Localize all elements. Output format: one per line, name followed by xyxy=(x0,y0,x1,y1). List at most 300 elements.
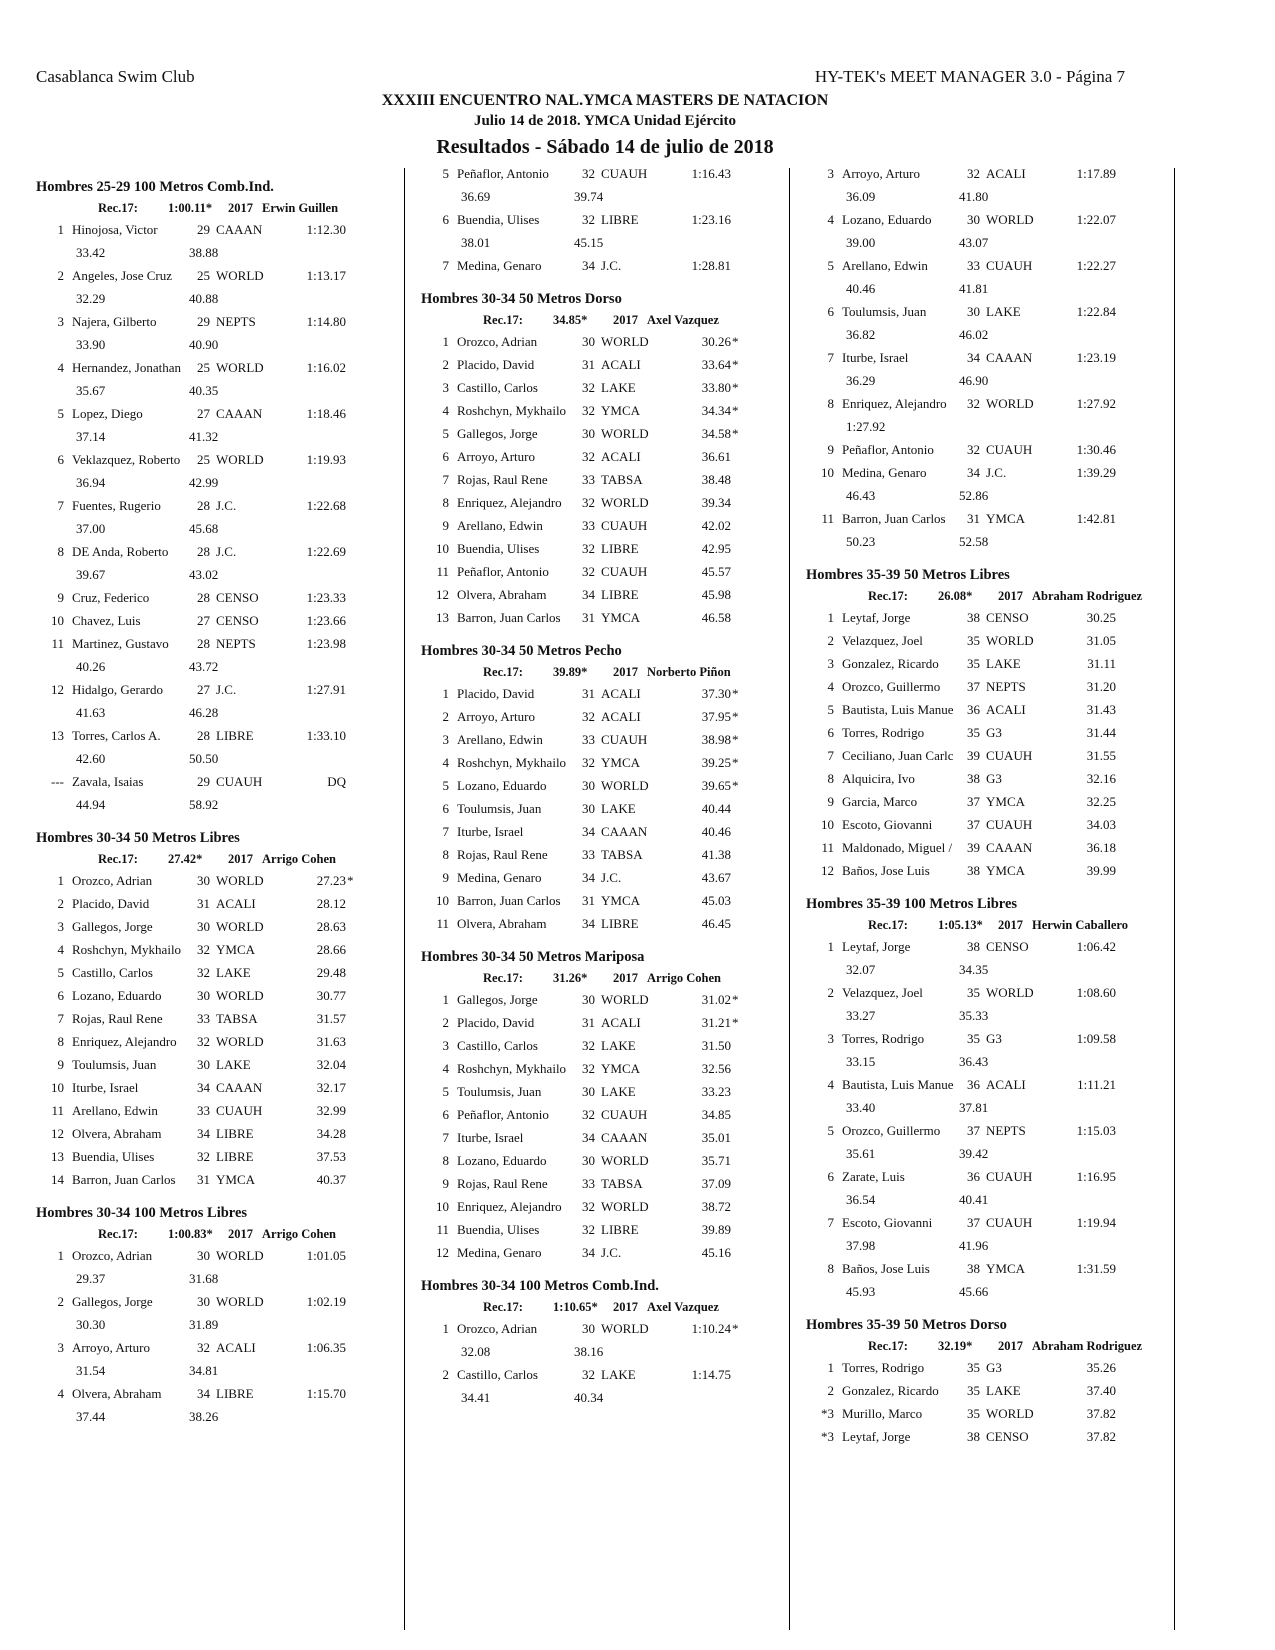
result-row xyxy=(806,981,1174,1004)
split-time: 29.37 xyxy=(76,1271,106,1286)
result-row xyxy=(806,698,1174,721)
result-row xyxy=(421,705,789,728)
record-year: 2017 xyxy=(228,852,253,866)
swimmer-name: Garcia, Marco xyxy=(842,794,918,809)
swimmer-name: Castillo, Carlos xyxy=(457,380,538,395)
team-code: LIBRE xyxy=(601,587,639,602)
split-time: 40.26 xyxy=(76,659,106,674)
result-row xyxy=(36,961,404,984)
result-row xyxy=(421,468,789,491)
result-row xyxy=(421,728,789,751)
record-mark: * xyxy=(732,1015,739,1030)
result-row xyxy=(421,606,789,629)
swimmer-age: 30 xyxy=(197,1248,210,1263)
final-time: 35.01 xyxy=(701,1130,731,1145)
split-time: 41.32 xyxy=(189,429,219,444)
team-code: WORLD xyxy=(601,992,649,1007)
swimmer-name: Castillo, Carlos xyxy=(457,1367,538,1382)
split-time: 40.34 xyxy=(574,1390,604,1405)
split-row xyxy=(36,1313,404,1336)
swimmer-name: Chavez, Luis xyxy=(72,613,141,628)
result-row xyxy=(421,254,789,277)
team-code: G3 xyxy=(986,1031,1002,1046)
team-code: CAAAN xyxy=(601,824,648,839)
team-code: LIBRE xyxy=(601,541,639,556)
team-code: WORLD xyxy=(601,778,649,793)
team-code: CAAAN xyxy=(216,222,263,237)
result-row xyxy=(421,1149,789,1172)
result-place: 2 xyxy=(442,1367,449,1382)
team-code: CUAUH xyxy=(601,1107,648,1122)
swimmer-age: 28 xyxy=(197,590,210,605)
team-code: YMCA xyxy=(601,755,641,770)
result-row xyxy=(806,1425,1174,1448)
swimmer-age: 30 xyxy=(582,992,595,1007)
swimmer-age: 30 xyxy=(582,1321,595,1336)
team-code: WORLD xyxy=(986,212,1034,227)
final-time: 27.23 xyxy=(316,873,346,888)
team-code: CAAAN xyxy=(986,840,1033,855)
swimmer-age: 34 xyxy=(197,1080,210,1095)
result-place: 1 xyxy=(442,686,449,701)
team-code: WORLD xyxy=(216,873,264,888)
swimmer-name: Medina, Genaro xyxy=(457,258,542,273)
result-place: 6 xyxy=(442,1107,449,1122)
swimmer-name: Toulumsis, Juan xyxy=(842,304,927,319)
swimmer-age: 35 xyxy=(967,985,980,1000)
result-place: 1 xyxy=(827,610,834,625)
result-place: *3 xyxy=(821,1406,834,1421)
swimmer-age: 34 xyxy=(582,1130,595,1145)
team-code: J.C. xyxy=(216,544,237,559)
result-place: 6 xyxy=(57,988,64,1003)
result-place: 5 xyxy=(827,702,834,717)
meet-date-venue: Julio 14 de 2018. YMCA Unidad Ejército xyxy=(473,113,737,129)
swimmer-name: Baños, Jose Luis xyxy=(842,863,930,878)
swimmer-name: DE Anda, Roberto xyxy=(72,544,169,559)
result-row xyxy=(806,652,1174,675)
event-record xyxy=(806,1336,1174,1356)
swimmer-name: Gallegos, Jorge xyxy=(457,992,538,1007)
final-time: 37.95 xyxy=(701,709,731,724)
result-row xyxy=(421,1034,789,1057)
team-code: LIBRE xyxy=(601,916,639,931)
result-place: 10 xyxy=(51,1080,64,1095)
swimmer-name: Gallegos, Jorge xyxy=(457,426,538,441)
split-row xyxy=(806,1280,1174,1303)
split-time: 31.89 xyxy=(189,1317,219,1332)
team-code: ACALI xyxy=(986,702,1026,717)
event-block xyxy=(421,1276,789,1409)
result-row xyxy=(806,208,1174,231)
swimmer-age: 25 xyxy=(197,360,210,375)
result-row xyxy=(421,1126,789,1149)
swimmer-name: Torres, Rodrigo xyxy=(842,725,925,740)
team-code: LAKE xyxy=(601,1084,636,1099)
event-block xyxy=(421,289,789,629)
result-place: 7 xyxy=(442,258,449,273)
result-row xyxy=(36,1244,404,1267)
split-time: 40.41 xyxy=(959,1192,989,1207)
team-code: ACALI xyxy=(601,709,641,724)
swimmer-age: 32 xyxy=(582,1038,595,1053)
result-place: 7 xyxy=(442,824,449,839)
record-time: 1:00.83* xyxy=(168,1227,213,1241)
result-place: 12 xyxy=(436,1245,449,1260)
result-place: 12 xyxy=(436,587,449,602)
result-place: 5 xyxy=(442,1084,449,1099)
swimmer-age: 29 xyxy=(197,774,210,789)
record-year: 2017 xyxy=(613,971,638,985)
final-time: 1:30.46 xyxy=(1076,442,1116,457)
meet-title: XXXIII ENCUENTRO NAL.YMCA MASTERS DE NATACION xyxy=(381,92,829,109)
split-time: 31.68 xyxy=(189,1271,219,1286)
swimmer-age: 32 xyxy=(582,495,595,510)
final-time: 28.12 xyxy=(316,896,346,911)
result-place: 11 xyxy=(436,916,449,931)
event-block xyxy=(421,162,789,277)
split-time: 40.35 xyxy=(189,383,219,398)
split-row xyxy=(806,1050,1174,1073)
team-code: CUAUH xyxy=(986,1169,1033,1184)
team-code: WORLD xyxy=(216,1034,264,1049)
results-column-3 xyxy=(806,162,1174,1448)
result-row xyxy=(806,254,1174,277)
swimmer-name: Arroyo, Arturo xyxy=(72,1340,150,1355)
result-row xyxy=(36,915,404,938)
team-code: J.C. xyxy=(986,465,1007,480)
split-time: 34.41 xyxy=(461,1390,491,1405)
result-place: 11 xyxy=(436,1222,449,1237)
result-row xyxy=(421,866,789,889)
swimmer-age: 30 xyxy=(197,873,210,888)
split-row xyxy=(806,1142,1174,1165)
result-place: 12 xyxy=(51,1126,64,1141)
result-place: 1 xyxy=(57,1248,64,1263)
swimmer-name: Orozco, Adrian xyxy=(72,873,153,888)
team-code: CUAUH xyxy=(601,166,648,181)
swimmer-age: 38 xyxy=(967,863,980,878)
split-time: 50.50 xyxy=(189,751,219,766)
team-code: LAKE xyxy=(986,304,1021,319)
split-time: 36.94 xyxy=(76,475,106,490)
result-place: 7 xyxy=(827,748,834,763)
split-time: 37.98 xyxy=(846,1238,876,1253)
event-block xyxy=(421,947,789,1264)
result-place: 9 xyxy=(827,442,834,457)
swimmer-name: Enriquez, Alejandro xyxy=(457,495,562,510)
swimmer-name: Najera, Gilberto xyxy=(72,314,157,329)
record-year: 2017 xyxy=(613,665,638,679)
split-time: 39.74 xyxy=(574,189,604,204)
result-row xyxy=(421,399,789,422)
result-place: 3 xyxy=(442,732,449,747)
swimmer-name: Arellano, Edwin xyxy=(842,258,928,273)
result-place: 1 xyxy=(57,222,64,237)
record-year: 2017 xyxy=(228,1227,253,1241)
final-time: 35.26 xyxy=(1086,1360,1116,1375)
event-title: Hombres 35-39 50 Metros Libres xyxy=(806,567,1010,583)
final-time: 35.71 xyxy=(701,1153,731,1168)
record-mark: * xyxy=(732,709,739,724)
event-record xyxy=(806,586,1174,606)
record-mark: * xyxy=(732,403,739,418)
column-divider xyxy=(404,168,405,1630)
swimmer-age: 32 xyxy=(582,449,595,464)
swimmer-age: 38 xyxy=(967,1261,980,1276)
result-row xyxy=(806,1073,1174,1096)
team-code: J.C. xyxy=(216,498,237,513)
record-holder: Herwin Caballero xyxy=(1032,918,1128,932)
result-row xyxy=(806,790,1174,813)
split-time: 36.09 xyxy=(846,189,876,204)
result-place: 1 xyxy=(827,939,834,954)
team-code: YMCA xyxy=(216,942,256,957)
split-time: 38.16 xyxy=(574,1344,604,1359)
swimmer-age: 34 xyxy=(582,916,595,931)
record-holder: Abraham Rodriguez xyxy=(1032,1339,1143,1353)
team-code: CENSO xyxy=(216,613,259,628)
swimmer-age: 38 xyxy=(967,610,980,625)
result-place: 10 xyxy=(436,1199,449,1214)
final-time: 1:06.35 xyxy=(306,1340,346,1355)
result-row xyxy=(421,1103,789,1126)
team-code: WORLD xyxy=(216,360,264,375)
event-record xyxy=(36,198,404,218)
record-year: 2017 xyxy=(613,1300,638,1314)
split-time: 45.66 xyxy=(959,1284,989,1299)
final-time: 32.99 xyxy=(316,1103,346,1118)
swimmer-name: Lozano, Eduardo xyxy=(457,1153,547,1168)
result-row xyxy=(806,606,1174,629)
result-row xyxy=(36,448,404,471)
swimmer-name: Baños, Jose Luis xyxy=(842,1261,930,1276)
result-row xyxy=(421,1057,789,1080)
team-code: CUAUH xyxy=(986,817,1033,832)
swimmer-age: 35 xyxy=(967,1406,980,1421)
record-time: 1:05.13* xyxy=(938,918,983,932)
final-time: 32.04 xyxy=(316,1057,346,1072)
result-row xyxy=(806,675,1174,698)
final-time: 31.63 xyxy=(316,1034,346,1049)
event-block xyxy=(36,177,404,816)
split-time: 31.54 xyxy=(76,1363,106,1378)
swimmer-name: Arellano, Edwin xyxy=(457,732,543,747)
swimmer-age: 27 xyxy=(197,613,210,628)
result-row xyxy=(421,751,789,774)
final-time: 1:23.98 xyxy=(306,636,346,651)
split-time: 52.58 xyxy=(959,534,989,549)
record-year: 2017 xyxy=(998,918,1023,932)
team-code: CAAAN xyxy=(986,350,1033,365)
result-row xyxy=(421,353,789,376)
result-place: 2 xyxy=(57,1294,64,1309)
event-title: Hombres 30-34 50 Metros Dorso xyxy=(421,291,622,307)
result-place: 4 xyxy=(442,1061,449,1076)
split-time: 34.35 xyxy=(959,962,989,977)
split-time: 33.40 xyxy=(846,1100,876,1115)
team-code: ACALI xyxy=(986,166,1026,181)
swimmer-name: Veklazquez, Roberto xyxy=(72,452,181,467)
split-row xyxy=(421,1386,789,1409)
result-place: --- xyxy=(51,774,64,789)
record-year: 2017 xyxy=(998,1339,1023,1353)
result-row xyxy=(806,1165,1174,1188)
swimmer-name: Orozco, Adrian xyxy=(457,334,538,349)
final-time: 41.38 xyxy=(701,847,731,862)
split-time: 46.90 xyxy=(959,373,989,388)
event-record xyxy=(421,968,789,988)
result-place: 6 xyxy=(827,725,834,740)
result-row xyxy=(806,300,1174,323)
final-time: 1:27.91 xyxy=(306,682,346,697)
team-code: CUAUH xyxy=(216,774,263,789)
final-time: 31.44 xyxy=(1086,725,1116,740)
final-time: 1:19.94 xyxy=(1076,1215,1116,1230)
split-row xyxy=(36,287,404,310)
swimmer-age: 30 xyxy=(967,304,980,319)
record-label: Rec.17: xyxy=(868,589,908,603)
team-code: YMCA xyxy=(601,1061,641,1076)
result-row xyxy=(421,1080,789,1103)
team-code: ACALI xyxy=(601,686,641,701)
final-time: 1:10.24 xyxy=(691,1321,731,1336)
swimmer-age: 28 xyxy=(197,544,210,559)
result-row xyxy=(421,1172,789,1195)
split-row xyxy=(806,323,1174,346)
result-place: 4 xyxy=(827,1077,834,1092)
team-code: J.C. xyxy=(601,258,622,273)
record-holder: Arrigo Cohen xyxy=(262,852,336,866)
final-time: 28.66 xyxy=(316,942,346,957)
split-time: 45.68 xyxy=(189,521,219,536)
swimmer-age: 32 xyxy=(582,1061,595,1076)
result-place: 7 xyxy=(57,1011,64,1026)
final-time: 37.30 xyxy=(701,686,731,701)
swimmer-name: Maldonado, Miguel / xyxy=(842,840,953,855)
split-row xyxy=(806,231,1174,254)
result-place: 5 xyxy=(827,1123,834,1138)
swimmer-name: Castillo, Carlos xyxy=(72,965,153,980)
swimmer-name: Bautista, Luis Manue xyxy=(842,1077,954,1092)
team-code: WORLD xyxy=(986,633,1034,648)
result-place: 3 xyxy=(442,380,449,395)
result-place: *3 xyxy=(821,1429,834,1444)
swimmer-name: Castillo, Carlos xyxy=(457,1038,538,1053)
final-time: 31.11 xyxy=(1087,656,1116,671)
team-code: CUAUH xyxy=(601,732,648,747)
result-row xyxy=(806,721,1174,744)
swimmer-age: 32 xyxy=(582,1222,595,1237)
team-code: ACALI xyxy=(601,357,641,372)
result-row xyxy=(36,678,404,701)
final-time: 1:14.80 xyxy=(306,314,346,329)
swimmer-name: Buendia, Ulises xyxy=(457,212,540,227)
team-code: WORLD xyxy=(216,268,264,283)
swimmer-age: 34 xyxy=(197,1126,210,1141)
final-time: 1:23.19 xyxy=(1076,350,1116,365)
result-row xyxy=(421,843,789,866)
result-row xyxy=(36,1168,404,1191)
split-row xyxy=(36,1359,404,1382)
team-code: LAKE xyxy=(216,965,251,980)
result-row xyxy=(806,438,1174,461)
swimmer-age: 37 xyxy=(967,1123,980,1138)
result-row xyxy=(421,330,789,353)
swimmer-age: 30 xyxy=(582,1153,595,1168)
team-code: ACALI xyxy=(216,1340,256,1355)
result-place: 2 xyxy=(442,709,449,724)
final-time: 30.77 xyxy=(316,988,346,1003)
swimmer-name: Arellano, Edwin xyxy=(72,1103,158,1118)
team-code: CUAUH xyxy=(986,258,1033,273)
split-row xyxy=(806,415,1174,438)
split-time: 46.43 xyxy=(846,488,876,503)
result-place: 11 xyxy=(51,636,64,651)
record-year: 2017 xyxy=(228,201,253,215)
swimmer-name: Gallegos, Jorge xyxy=(72,1294,153,1309)
team-code: CENSO xyxy=(986,610,1029,625)
result-row xyxy=(421,208,789,231)
event-block xyxy=(806,162,1174,553)
record-label: Rec.17: xyxy=(868,918,908,932)
swimmer-age: 32 xyxy=(967,442,980,457)
result-row xyxy=(36,1030,404,1053)
final-time: 34.28 xyxy=(316,1126,346,1141)
results-column-2 xyxy=(421,162,789,1409)
split-row xyxy=(36,1267,404,1290)
record-time: 26.08* xyxy=(938,589,973,603)
split-time: 41.80 xyxy=(959,189,989,204)
split-time: 39.00 xyxy=(846,235,876,250)
split-time: 46.02 xyxy=(959,327,989,342)
team-code: YMCA xyxy=(986,863,1026,878)
record-year: 2017 xyxy=(613,313,638,327)
result-place: 10 xyxy=(51,613,64,628)
swimmer-age: 32 xyxy=(582,1367,595,1382)
split-time: 33.90 xyxy=(76,337,106,352)
team-code: CENSO xyxy=(216,590,259,605)
result-place: 5 xyxy=(57,406,64,421)
result-place: 9 xyxy=(827,794,834,809)
swimmer-age: 30 xyxy=(582,778,595,793)
record-mark: * xyxy=(732,992,739,1007)
split-time: 41.63 xyxy=(76,705,106,720)
event-record xyxy=(421,662,789,682)
result-place: 9 xyxy=(57,590,64,605)
split-time: 50.23 xyxy=(846,534,876,549)
result-row xyxy=(421,774,789,797)
swimmer-name: Olvera, Abraham xyxy=(457,587,547,602)
swimmer-age: 30 xyxy=(197,1057,210,1072)
result-row xyxy=(36,1336,404,1359)
result-row xyxy=(421,988,789,1011)
team-code: NEPTS xyxy=(986,1123,1026,1138)
record-mark: * xyxy=(732,755,739,770)
swimmer-name: Roshchyn, Mykhailo xyxy=(457,755,567,770)
swimmer-name: Barron, Juan Carlos xyxy=(842,511,946,526)
final-time: 1:06.42 xyxy=(1076,939,1116,954)
result-place: 2 xyxy=(827,1383,834,1398)
swimmer-name: Barron, Juan Carlos xyxy=(457,610,561,625)
record-mark: * xyxy=(732,334,739,349)
final-time: 37.40 xyxy=(1086,1383,1116,1398)
result-place: 12 xyxy=(821,863,834,878)
swimmer-age: 30 xyxy=(197,1294,210,1309)
team-code: WORLD xyxy=(601,426,649,441)
final-time: 1:19.93 xyxy=(306,452,346,467)
final-time: 34.34 xyxy=(701,403,731,418)
